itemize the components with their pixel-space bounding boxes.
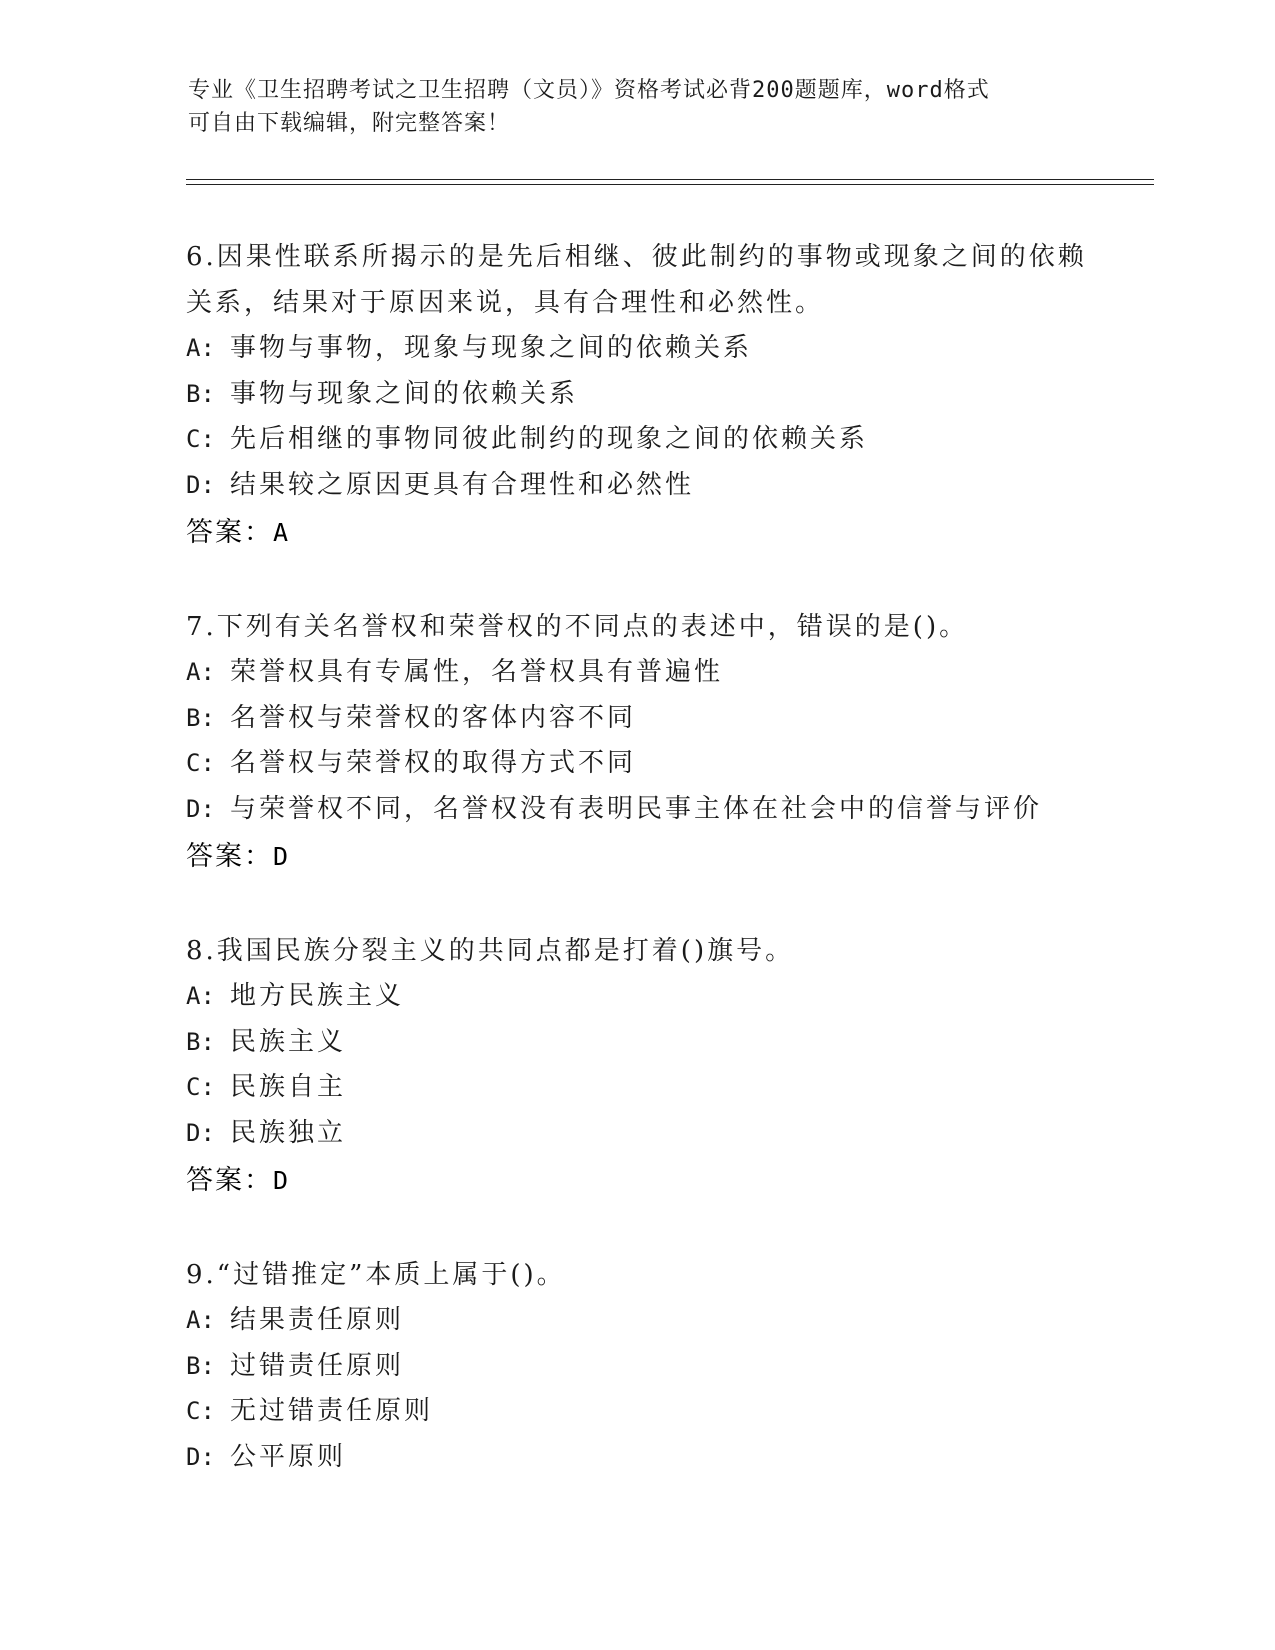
option-c [186, 741, 1106, 787]
option-a [186, 1298, 1106, 1344]
option-text: 公平原则 [230, 1441, 347, 1472]
question-stem: 7.下列有关名誉权和荣誉权的不同点的表述中，错误的是()。 [186, 612, 969, 642]
header-line-1: 专业《卫生招聘考试之卫生招聘（文员）》资格考试必背200题题库，word格式 [188, 78, 990, 103]
option-d [186, 463, 1106, 509]
question-stem: 9.“过错推定”本质上属于()。 [186, 1260, 566, 1290]
option-a [186, 974, 1106, 1020]
option-letter: C: [186, 1397, 215, 1425]
option-a [186, 650, 1106, 696]
header-divider-top [186, 179, 1154, 180]
question-list [186, 234, 1106, 1528]
option-letter: C: [186, 749, 215, 777]
option-letter: B: [186, 379, 215, 408]
answer-label: 答案： [186, 1165, 273, 1196]
option-text: 荣誉权具有专属性，名誉权具有普遍性 [230, 657, 724, 687]
option-text: 民族独立 [230, 1117, 347, 1148]
answer-value: D [273, 1166, 289, 1195]
document-header [188, 74, 1068, 140]
option-text: 结果较之原因更具有合理性和必然性 [230, 469, 695, 500]
option-text: 先后相继的事物同彼此制约的现象之间的依赖关系 [230, 424, 869, 454]
option-letter: D: [186, 1118, 215, 1147]
option-letter: B: [186, 1351, 215, 1380]
option-b [186, 372, 1106, 418]
option-d [186, 787, 1106, 833]
option-text: 过错责任原则 [230, 1350, 405, 1381]
option-text: 名誉权与荣誉权的取得方式不同 [230, 748, 637, 778]
option-text: 结果责任原则 [230, 1305, 405, 1335]
option-letter: A: [186, 658, 215, 686]
option-letter: D: [186, 1442, 215, 1471]
option-letter: A: [186, 982, 215, 1010]
option-letter: D: [186, 794, 215, 823]
option-text: 民族主义 [230, 1026, 347, 1057]
answer-line [186, 1158, 1106, 1204]
answer-value: A [273, 518, 289, 547]
option-letter: C: [186, 425, 215, 453]
question-8 [186, 928, 1106, 1204]
option-b [186, 696, 1106, 742]
option-text: 事物与现象之间的依赖关系 [230, 378, 579, 409]
question-stem: 6.因果性联系所揭示的是先后相继、彼此制约的事物或现象之间的依赖关系，结果对于原因来说，具有合理性和必然性。 [186, 242, 1087, 318]
option-letter: B: [186, 703, 215, 732]
option-text: 名誉权与荣誉权的客体内容不同 [230, 702, 637, 733]
option-letter: B: [186, 1027, 215, 1056]
answer-value: D [273, 842, 289, 871]
question-9 [186, 1252, 1106, 1480]
option-c [186, 1065, 1106, 1111]
option-d [186, 1435, 1106, 1481]
header-line-2: 可自由下载编辑，附完整答案！ [188, 111, 511, 136]
answer-line [186, 834, 1106, 880]
option-letter: A: [186, 1306, 215, 1334]
option-d [186, 1111, 1106, 1157]
option-letter: C: [186, 1073, 215, 1101]
option-letter: A: [186, 334, 215, 362]
option-b [186, 1020, 1106, 1066]
option-text: 民族自主 [230, 1072, 347, 1102]
option-text: 无过错责任原则 [230, 1396, 434, 1426]
question-6 [186, 234, 1106, 556]
question-7 [186, 604, 1106, 880]
answer-label: 答案： [186, 517, 273, 548]
header-divider-bottom [186, 184, 1154, 185]
option-text: 与荣誉权不同，名誉权没有表明民事主体在社会中的信誉与评价 [230, 793, 1043, 824]
option-letter: D: [186, 470, 215, 499]
question-stem: 8.我国民族分裂主义的共同点都是打着()旗号。 [186, 936, 795, 966]
option-a [186, 326, 1106, 372]
option-b [186, 1344, 1106, 1390]
option-text: 事物与事物，现象与现象之间的依赖关系 [230, 333, 753, 363]
option-text: 地方民族主义 [230, 981, 405, 1011]
option-c [186, 1389, 1106, 1435]
option-c [186, 417, 1106, 463]
answer-line [186, 510, 1106, 556]
answer-label: 答案： [186, 841, 273, 872]
